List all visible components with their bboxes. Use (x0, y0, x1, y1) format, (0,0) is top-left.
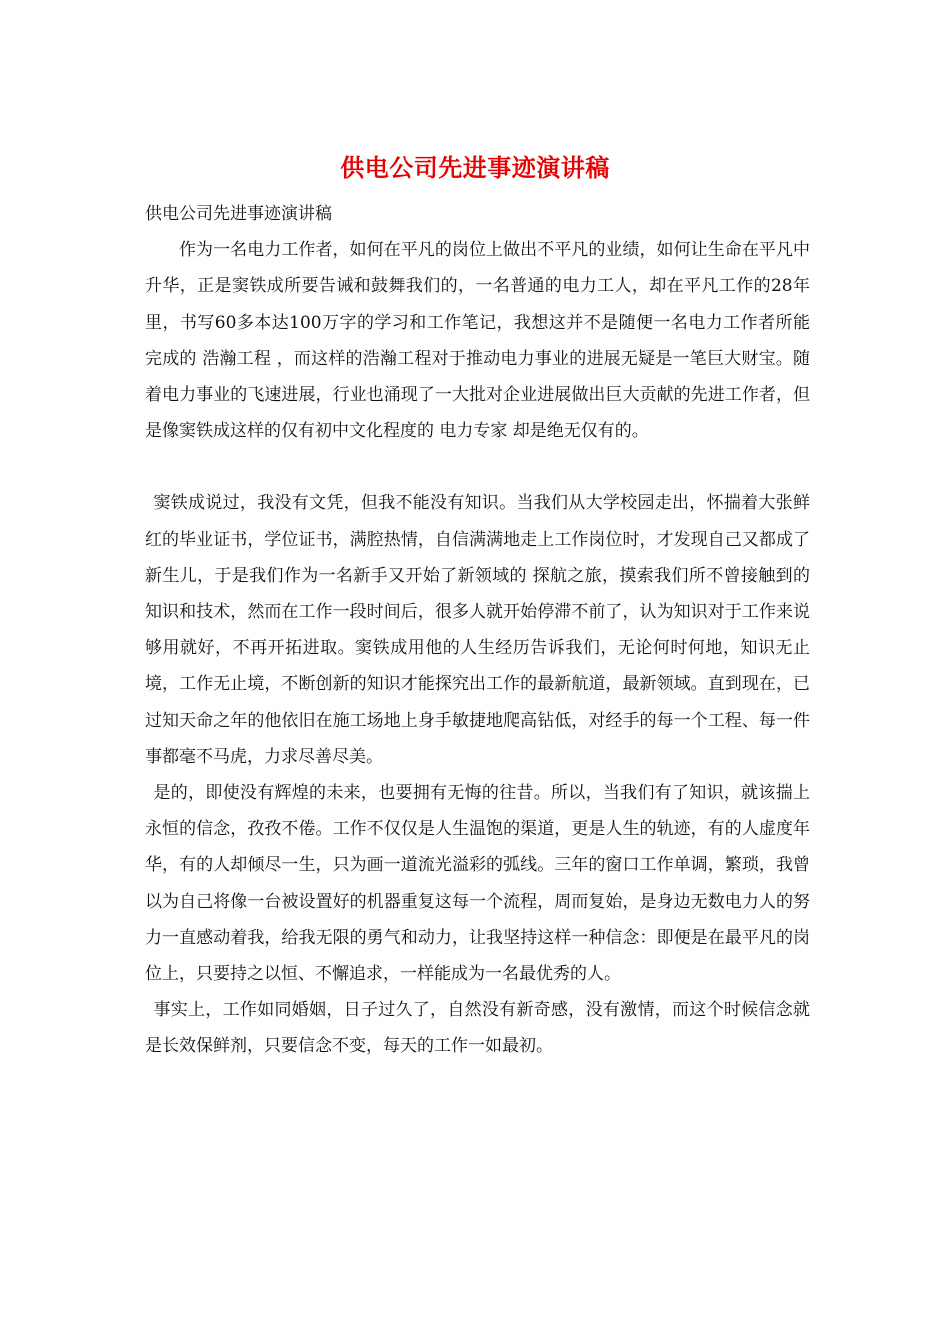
paragraph-gap (145, 449, 810, 485)
paragraph-2: 窦铁成说过，我没有文凭，但我不能没有知识。当我们从大学校园走出，怀揣着大张鲜红的毕业证书，学位证书，满腔热情，自信满满地走上工作岗位时，才发现自己又都成了新生儿，于是我们作为一名新手又开始了新领域的 探航之旅，摸索我们所不曾接触到的知识和技术，然而在工作一段时间后，很多人就开始停滞不前了，认为知识对于工作来说够用就好，不再开拓进取。窦铁成用他的人生经历告诉我们，无论何时何地，知识无止境，工作无止境，不断创新的知识才能探究出工作的最新航道，最新领域。直到现在，已过知天命之年的他依旧在施工场地上身手敏捷地爬高钻低，对经手的每一个工程、每一件事都毫不马虎，力求尽善尽美。 (145, 493, 810, 767)
paragraph-1: 作为一名电力工作者，如何在平凡的岗位上做出不平凡的业绩，如何让生命在平凡中升华，正是窦铁成所要告诫和鼓舞我们的，一名普通的电力工人，却在平凡工作的28年里，书写60多本达100万字的学习和工作笔记，我想这并不是随便一名电力工作者所能完成的 浩瀚工程 ，而这样的浩瀚工程对于推动电力事业的进展无疑是一笔巨大财宝。随着电力事业的飞速进展，行业也涌现了一大批对企业进展做出巨大贡献的先进工作者，但是像窦铁成这样的仅有初中文化程度的 电力专家 却是绝无仅有的。 (145, 240, 810, 442)
document-title: 供电公司先进事迹演讲稿 (340, 153, 610, 182)
paragraph-4: 事实上，工作如同婚姻，日子过久了，自然没有新奇感，没有激情，而这个时候信念就是长效保鲜剂，只要信念不变，每天的工作一如最初。 (145, 1000, 810, 1057)
document-body (145, 196, 810, 1065)
document-subtitle: 供电公司先进事迹演讲稿 (145, 204, 332, 224)
paragraph-3: 是的，即使没有辉煌的未来，也要拥有无悔的往昔。所以，当我们有了知识，就该揣上永恒的信念，孜孜不倦。工作不仅仅是人生温饱的渠道，更是人生的轨迹，有的人虚度年华，有的人却倾尽一生，只为画一道流光溢彩的弧线。三年的窗口工作单调，繁琐，我曾以为自己将像一台被设置好的机器重复这每一个流程，周而复始，是身边无数电力人的努力一直感动着我，给我无限的勇气和动力，让我坚持这样一种信念：即便是在最平凡的岗位上，只要持之以恒、不懈追求，一样能成为一名最优秀的人。 (145, 783, 810, 985)
